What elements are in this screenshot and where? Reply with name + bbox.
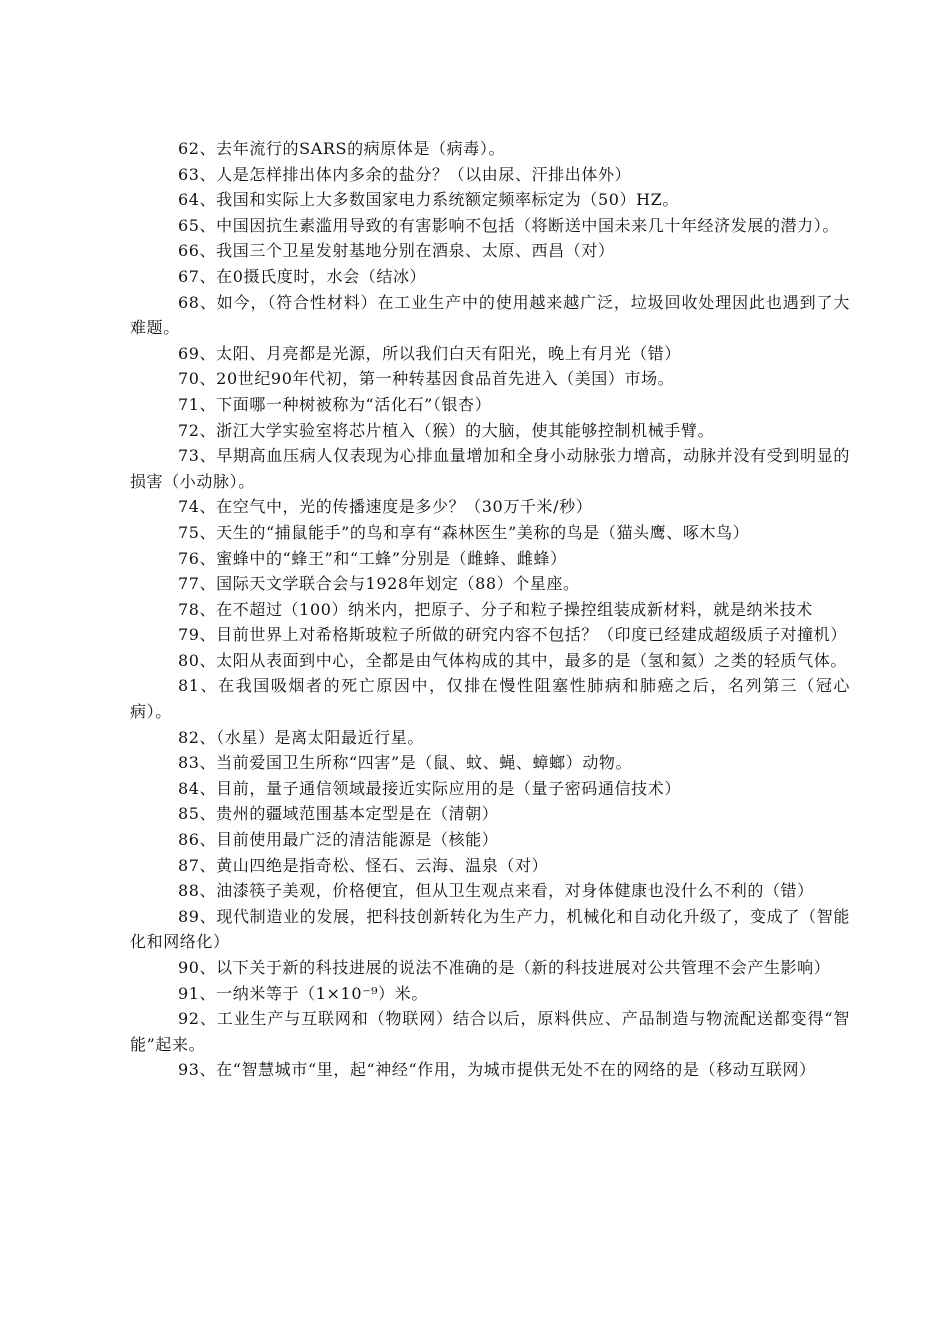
question-item-80: 80、太阳从表面到中心，全都是由气体构成的其中，最多的是（氢和氦）之类的轻质气体。 bbox=[178, 650, 847, 670]
question-item-68: 68、如今，（符合性材料）在工业生产中的使用越来越广泛，垃圾回收处理因此也遇到了大难题。 bbox=[130, 292, 850, 338]
question-item-83: 83、当前爱国卫生所称“四害”是（鼠、蚊、蝇、蟑螂）动物。 bbox=[178, 753, 633, 773]
question-item-77: 77、国际天文学联合会与1928年划定（88）个星座。 bbox=[178, 574, 580, 594]
question-item-76: 76、蜜蜂中的“蜂王”和“工蜂”分别是（雌蜂、雌蜂） bbox=[178, 548, 567, 568]
question-item-73: 73、早期高血压病人仅表现为心排血量增加和全身小动脉张力增高，动脉并没有受到明显的损害（小动脉）。 bbox=[130, 446, 850, 491]
question-item-63: 63、人是怎样排出体内多余的盐分？（以由尿、汗排出体外） bbox=[178, 164, 632, 184]
question-item-93: 93、在“智慧城市“里，起“神经“作用，为城市提供无处不在的网络的是（移动互联网） bbox=[178, 1060, 816, 1080]
question-item-74: 74、在空气中，光的传播速度是多少？（30万千米/秒） bbox=[178, 497, 593, 517]
question-item-70: 70、20世纪90年代初，第一种转基因食品首先进入（美国）市场。 bbox=[178, 369, 675, 389]
question-item-79: 79、目前世界上对希格斯玻粒子所做的研究内容不包括？（印度已经建成超级质子对撞机） bbox=[178, 625, 847, 645]
question-item-78: 78、在不超过（100）纳米内，把原子、分子和粒子操控组装成新材料，就是纳米技术 bbox=[178, 599, 813, 619]
question-item-82: 82、（水星）是离太阳最近行星。 bbox=[178, 727, 424, 747]
question-item-85: 85、贵州的疆域范围基本定型是在（清朝） bbox=[178, 804, 499, 824]
question-item-72: 72、浙江大学实验室将芯片植入（猴）的大脑，使其能够控制机械手臂。 bbox=[178, 420, 715, 440]
question-item-66: 66、我国三个卫星发射基地分别在酒泉、太原、西昌（对） bbox=[178, 241, 615, 261]
document-page bbox=[130, 136, 850, 1083]
question-item-75: 75、天生的“捕鼠能手”的鸟和享有“森林医生”美称的鸟是（猫头鹰、啄木鸟） bbox=[178, 522, 750, 542]
question-item-87: 87、黄山四绝是指奇松、怪石、云海、温泉（对） bbox=[178, 855, 549, 875]
question-item-84: 84、目前，量子通信领域最接近实际应用的是（量子密码通信技术） bbox=[178, 778, 681, 798]
question-item-67: 67、在0摄氏度时，水会（结冰） bbox=[178, 266, 427, 286]
question-item-62: 62、去年流行的SARS的病原体是（病毒）。 bbox=[178, 139, 506, 158]
question-item-81: 81、在我国吸烟者的死亡原因中，仅排在慢性阻塞性肺病和肺癌之后，名列第三（冠心病）。 bbox=[130, 676, 850, 722]
question-item-65: 65、中国因抗生素滥用导致的有害影响不包括（将断送中国未来几十年经济发展的潜力）。 bbox=[178, 215, 839, 235]
question-item-71: 71、下面哪一种树被称为“活化石”（银杏） bbox=[178, 394, 492, 414]
question-item-69: 69、太阳、月亮都是光源，所以我们白天有阳光，晚上有月光（错） bbox=[178, 343, 681, 363]
question-item-91: 91、一纳米等于（1×10⁻⁹）米。 bbox=[178, 983, 428, 1003]
question-item-90: 90、以下关于新的科技进展的说法不准确的是（新的科技进展对公共管理不会产生影响） bbox=[178, 958, 831, 977]
question-item-86: 86、目前使用最广泛的清洁能源是（核能） bbox=[178, 830, 499, 850]
question-item-64: 64、我国和实际上大多数国家电力系统额定频率标定为（50）HZ。 bbox=[178, 190, 679, 210]
question-item-89: 89、现代制造业的发展，把科技创新转化为生产力，机械化和自动化升级了，变成了（智能化和网络化） bbox=[130, 906, 850, 952]
question-item-88: 88、油漆筷子美观，价格便宜，但从卫生观点来看，对身体健康也没什么不利的（错） bbox=[178, 881, 814, 901]
question-item-92: 92、工业生产与互联网和（物联网）结合以后，原料供应、产品制造与物流配送都变得“智能”起来。 bbox=[130, 1009, 850, 1054]
